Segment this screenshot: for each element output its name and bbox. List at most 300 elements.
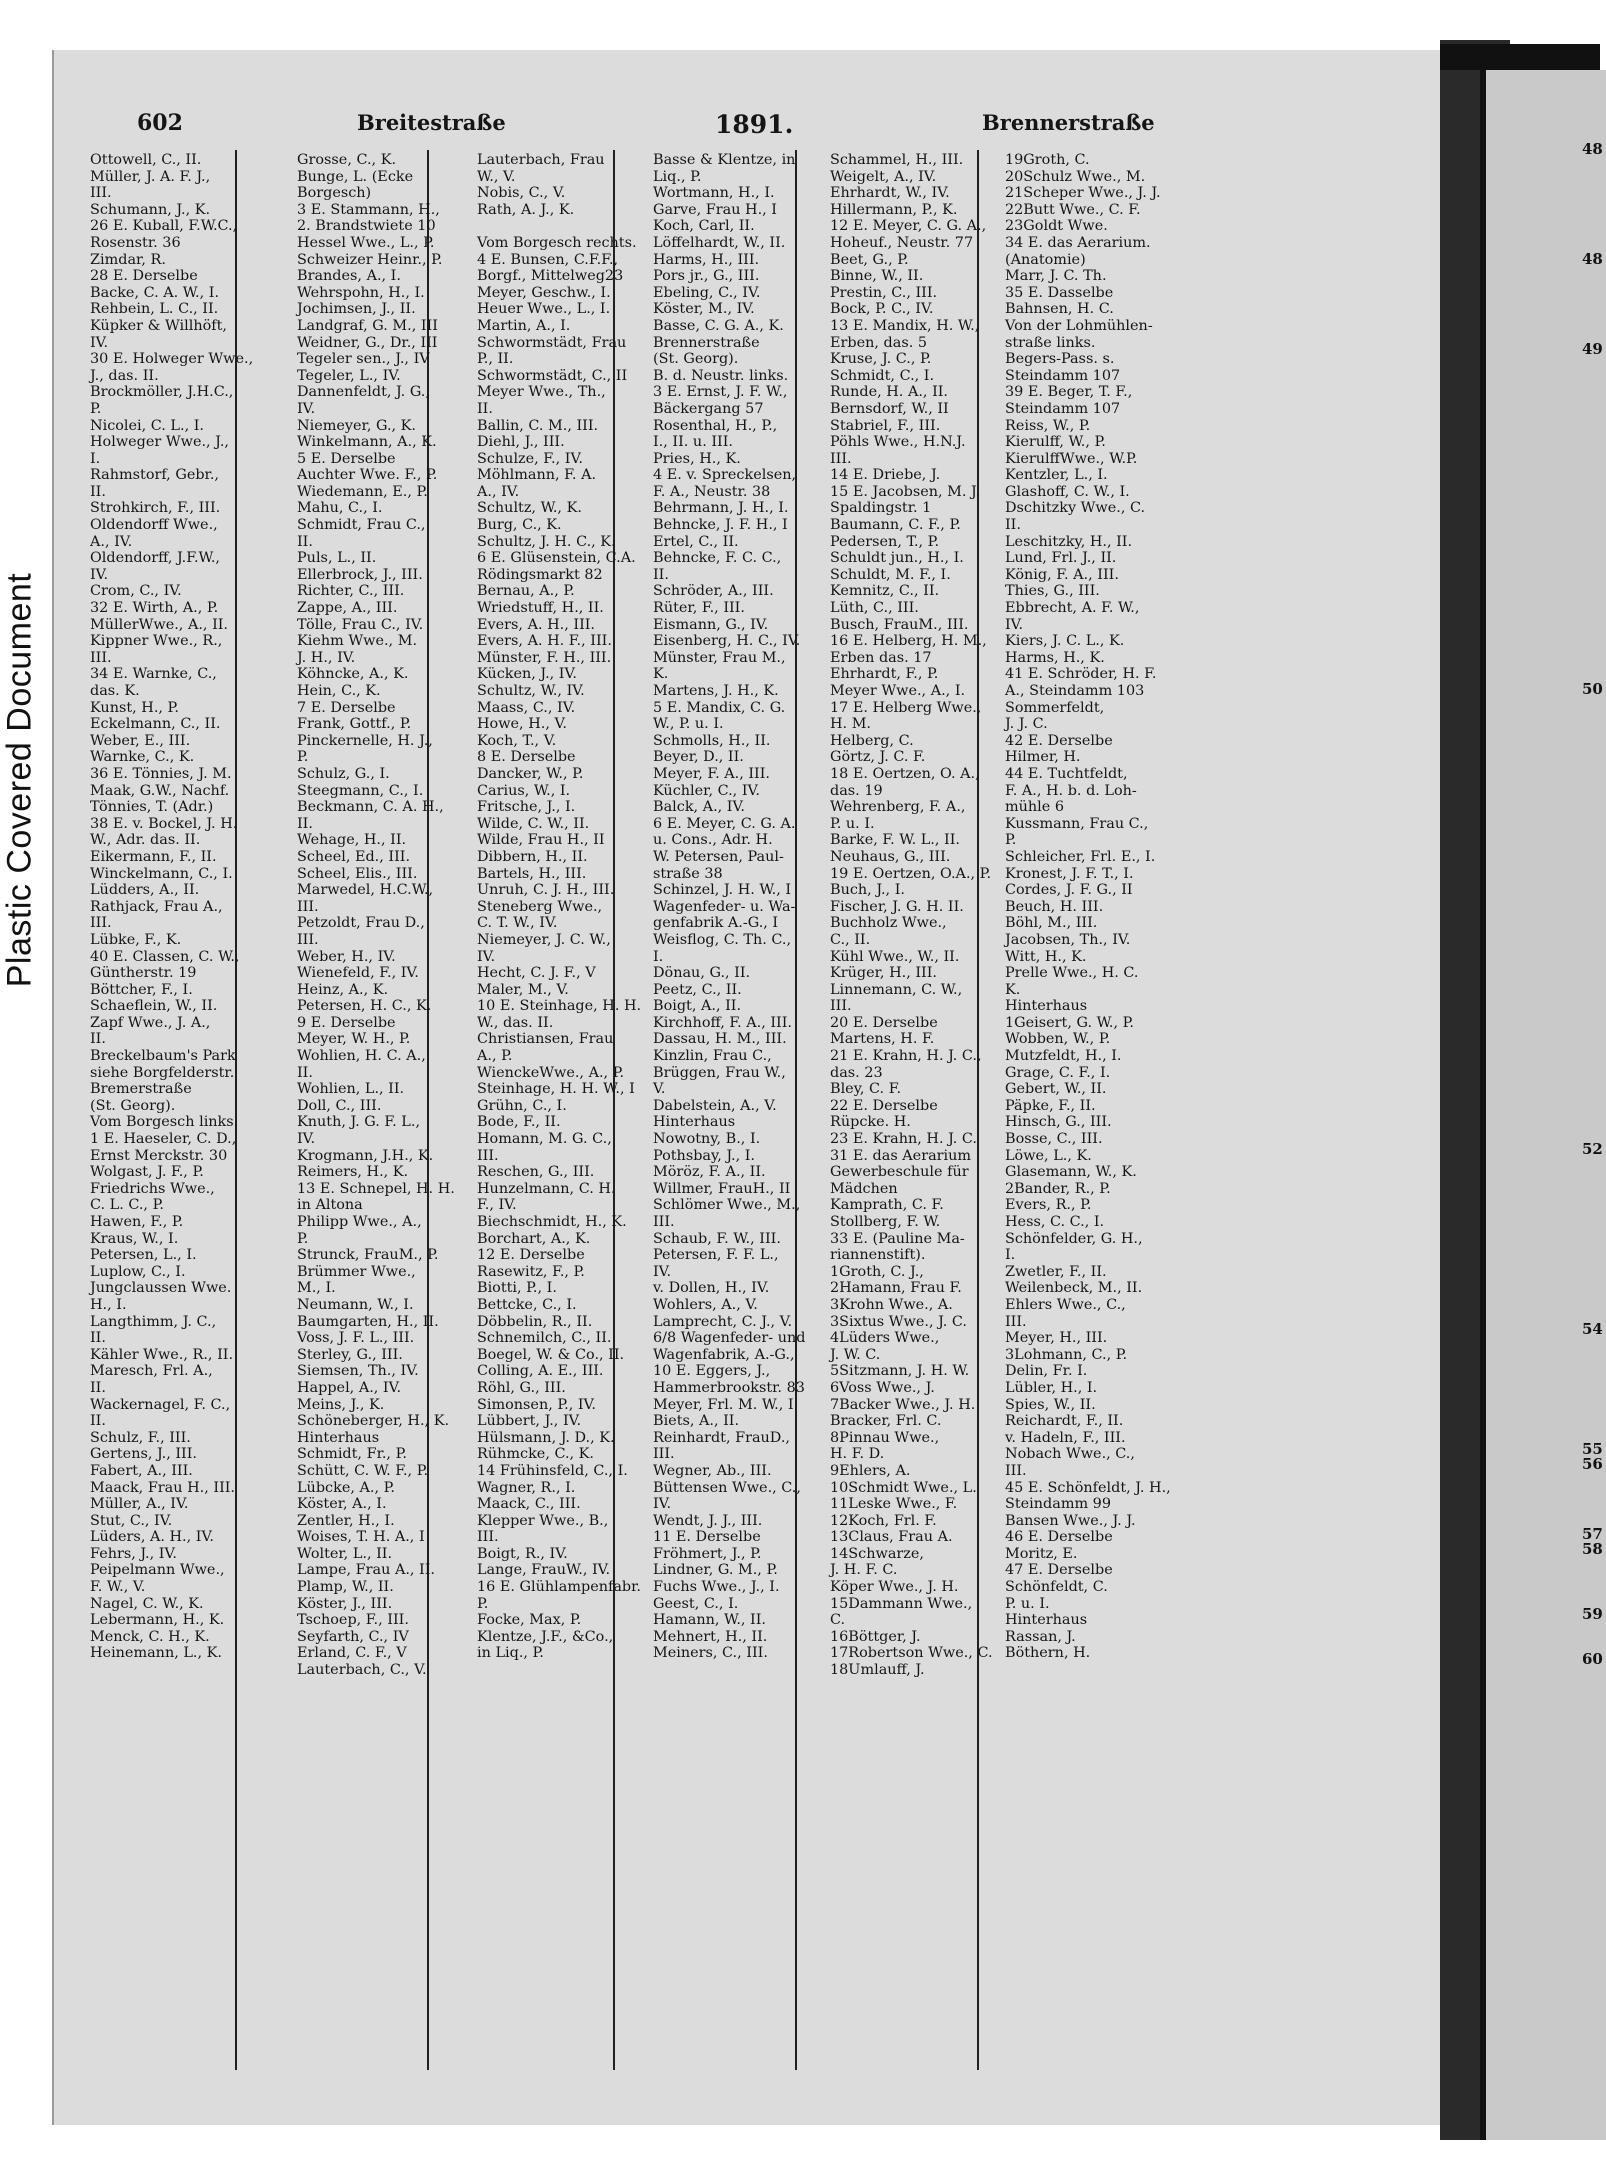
- directory-entry: Zapf Wwe., J. A.,: [90, 1014, 211, 1031]
- directory-entry: Köster, J., III.: [297, 1595, 393, 1612]
- directory-entry: Rahmstorf, Gebr.,: [90, 467, 220, 484]
- directory-entry: II.: [297, 815, 313, 832]
- directory-entry: Böthern, H.: [1005, 1645, 1091, 1662]
- directory-entry: III.: [653, 1214, 675, 1230]
- directory-entry: IV.: [297, 400, 316, 417]
- directory-entry: Biechschmidt, H., K.: [477, 1214, 627, 1230]
- directory-entry: Güntherstr. 19: [90, 965, 197, 982]
- directory-entry: Focke, Max, P.: [477, 1612, 582, 1629]
- directory-entry: 21Scheper Wwe., J. J.: [1005, 185, 1161, 202]
- directory-entry: III.: [297, 898, 319, 915]
- directory-entry: Kinzlin, Frau C.,: [653, 1048, 772, 1065]
- directory-entry: 12 E. Derselbe: [477, 1247, 585, 1264]
- directory-entry: Behncke, F. C. C.,: [653, 550, 782, 567]
- directory-entry: Küchler, C., IV.: [653, 782, 760, 799]
- directory-entry: IV.: [297, 1131, 316, 1148]
- scan-corner: [1440, 44, 1600, 70]
- directory-entry: Fröhmert, J., P.: [653, 1545, 762, 1562]
- directory-entry: Kiehm Wwe., M.: [297, 633, 418, 650]
- directory-entry: III.: [477, 1147, 499, 1164]
- directory-entry: Müller, A., IV.: [90, 1496, 189, 1513]
- directory-entry: Wagner, R., I.: [477, 1479, 576, 1496]
- directory-entry: Jacobsen, Th., IV.: [1005, 931, 1131, 948]
- directory-entry: Voss, J. F. L., III.: [297, 1330, 415, 1347]
- directory-entry: A., IV.: [477, 483, 520, 500]
- directory-entry: Carius, W., I.: [477, 782, 571, 799]
- directory-entry: Oldendorff, J.F.W.,: [90, 550, 220, 567]
- directory-entry: Nobach Wwe., C.,: [1005, 1446, 1135, 1463]
- directory-entry: Lübke, F., K.: [90, 931, 182, 948]
- directory-entry: Jochimsen, J., II.: [297, 301, 416, 318]
- directory-entry: III.: [90, 185, 112, 202]
- directory-entry: [477, 218, 641, 235]
- directory-entry: das. 23: [830, 1064, 883, 1081]
- directory-entry: F. A., H. b. d. Loh-: [1005, 782, 1137, 799]
- directory-entry: Marr, J. C. Th.: [1005, 268, 1107, 285]
- directory-entry: Köster, M., IV.: [653, 301, 755, 318]
- directory-entry: F., IV.: [477, 1197, 517, 1214]
- directory-entry: Pries, H., K.: [653, 450, 741, 467]
- directory-entry: Schröder, A., III.: [653, 583, 774, 600]
- directory-entry: Beet, G., P.: [830, 251, 909, 268]
- directory-entry: Fischer, J. G. H. II.: [830, 898, 964, 915]
- directory-entry: II.: [477, 400, 493, 417]
- directory-entry: Zentler, H., I.: [297, 1512, 395, 1529]
- directory-entry: Hinterhaus: [653, 1114, 736, 1131]
- directory-entry: 15Dammann Wwe.,: [830, 1595, 973, 1612]
- directory-entry: Landgraf, G. M., III: [297, 317, 438, 334]
- directory-entry: v. Hadeln, F., III.: [1005, 1429, 1126, 1446]
- directory-entry: Peipelmann Wwe.,: [90, 1562, 225, 1579]
- directory-entry: 23 E. Krahn, H. J. C.: [830, 1131, 978, 1148]
- directory-entry: 33 E. (Pauline Ma-: [830, 1230, 965, 1247]
- directory-entry: Krüger, H., III.: [830, 965, 937, 982]
- directory-entry: Dannenfeldt, J. G.,: [297, 384, 430, 401]
- directory-entry: Rosenstr. 36: [90, 234, 181, 251]
- directory-entry: Thies, G., III.: [1005, 583, 1100, 600]
- directory-entry: Wortmann, H., I.: [653, 185, 775, 202]
- directory-entry: Richter, C., III.: [297, 583, 405, 600]
- directory-entry: Langthimm, J. C.,: [90, 1313, 217, 1330]
- directory-entry: Brockmöller, J.H.C.,: [90, 384, 234, 401]
- directory-entry: Lange, FrauW., IV.: [477, 1562, 611, 1579]
- directory-entry: Pedersen, T., P.: [830, 533, 940, 550]
- directory-entry: Meins, J., K.: [297, 1396, 385, 1413]
- directory-entry: IV.: [90, 566, 109, 583]
- directory-entry: Howe, H., V.: [477, 716, 567, 733]
- directory-entry: Runde, H. A., II.: [830, 384, 949, 401]
- directory-entry: Prelle Wwe., H. C.: [1005, 965, 1139, 982]
- directory-entry: König, F. A., III.: [1005, 566, 1119, 583]
- directory-entry: J. H. F. C.: [830, 1562, 898, 1579]
- directory-entry: Hess, C. C., I.: [1005, 1214, 1105, 1230]
- directory-entry: Basse, C. G. A., K.: [653, 317, 784, 334]
- directory-entry: Pöhls Wwe., H.N.J.: [830, 434, 966, 451]
- directory-entry: 47 E. Derselbe: [1005, 1562, 1113, 1579]
- side-label-text: Plastic Covered Document: [0, 572, 39, 988]
- directory-entry: Unruh, C. J. H., III.: [477, 882, 615, 899]
- directory-entry: Meyer Wwe., A., I.: [830, 683, 966, 699]
- directory-entry: Kippner Wwe., R.,: [90, 633, 223, 650]
- directory-entry: Maass, C., IV.: [477, 699, 576, 716]
- directory-entry: Lampe, Frau A., II.: [297, 1562, 436, 1579]
- directory-entry: Schlömer Wwe., M.,: [653, 1197, 801, 1214]
- directory-entry: Martin, A., I.: [477, 317, 571, 334]
- directory-entry: Schmidt, Frau C.,: [297, 517, 426, 534]
- directory-entry: Fabert, A., III.: [90, 1462, 193, 1479]
- directory-entry: C.: [830, 1612, 846, 1629]
- directory-entry: MüllerWwe., A., II.: [90, 616, 229, 633]
- directory-entry: Bäckergang 57: [653, 400, 764, 417]
- directory-entry: Kierulff, W., P.: [1005, 434, 1106, 451]
- directory-entry: Wehrenberg, F. A.,: [830, 799, 966, 816]
- directory-entry: III.: [477, 1529, 499, 1546]
- directory-entry: Bremerstraße: [90, 1081, 192, 1098]
- directory-entry: Bansen Wwe., J. J.: [1005, 1512, 1136, 1529]
- directory-entry: Schulz, F., III.: [90, 1429, 191, 1446]
- directory-entry: 10 E. Eggers, J.,: [653, 1363, 771, 1380]
- directory-entry: Böhl, M., III.: [1005, 915, 1098, 932]
- directory-entry: Lübbert, J., IV.: [477, 1413, 582, 1430]
- directory-entry: Wagenfeder- u. Wa-: [653, 898, 796, 915]
- directory-entry: Bernau, A., P.: [477, 583, 575, 600]
- directory-entry: Fritsche, J., I.: [477, 799, 576, 816]
- directory-entry: Wegner, Ab., III.: [653, 1462, 772, 1479]
- directory-entry: J., das. II.: [90, 367, 159, 384]
- directory-entry: Oldendorff Wwe.,: [90, 517, 218, 534]
- directory-entry: M., I.: [297, 1280, 336, 1297]
- directory-entry: IV.: [90, 334, 109, 351]
- directory-entry: 6 E. Meyer, C. G. A.: [653, 815, 796, 832]
- directory-entry: Erben das. 17: [830, 649, 932, 666]
- directory-entry: Vom Borgesch rechts.: [477, 234, 637, 251]
- directory-entry: Hilmer, H.: [1005, 749, 1081, 766]
- directory-entry: 14Schwarze,: [830, 1545, 924, 1562]
- directory-entry: Leschitzky, H., II.: [1005, 533, 1133, 550]
- directory-entry: Niemeyer, J. C. W.,: [477, 931, 611, 948]
- directory-entry: Petersen, L., I.: [90, 1247, 197, 1264]
- directory-entry: Gertens, J., III.: [90, 1446, 197, 1463]
- directory-entry: 5Sitzmann, J. H. W.: [830, 1363, 970, 1380]
- directory-entry: Bode, F., II.: [477, 1114, 561, 1131]
- directory-entry: K.: [1005, 981, 1021, 998]
- directory-entry: Homann, M. G. C.,: [477, 1131, 612, 1148]
- directory-entry: riannenstift).: [830, 1247, 926, 1264]
- directory-entry: Rüpcke. H.: [830, 1114, 911, 1131]
- directory-entry: Scheel, Ed., III.: [297, 848, 411, 865]
- directory-entry: 7Backer Wwe., J. H.: [830, 1396, 976, 1413]
- directory-entry: IV.: [653, 1496, 672, 1513]
- directory-entry: 42 E. Derselbe: [1005, 732, 1113, 749]
- directory-entry: Niemeyer, G., K.: [297, 417, 416, 434]
- directory-entry: Grosse, C., K.: [297, 152, 397, 168]
- directory-entry: Schultz, J. H. C., K.: [477, 533, 616, 550]
- directory-entry: II.: [90, 483, 106, 500]
- directory-entry: Luplow, C., I.: [90, 1263, 186, 1280]
- directory-entry: 5 E. Derselbe: [297, 450, 396, 467]
- directory-entry: Küpker & Willhöft,: [90, 317, 227, 334]
- directory-entry: A., IV.: [90, 533, 133, 550]
- directory-entry: Wagenfabrik, A.-G.,: [653, 1346, 795, 1363]
- directory-entry: Wobben, W., P.: [1005, 1031, 1111, 1048]
- right-street-header: Brennerstraße: [982, 110, 1155, 135]
- directory-entry: Reimers, H., K.: [297, 1164, 409, 1181]
- directory-entry: 34 E. das Aerarium.: [1005, 234, 1151, 251]
- directory-entry: Kücken, J., IV.: [477, 666, 577, 683]
- directory-entry: Behncke, J. F. H., I: [653, 517, 788, 534]
- directory-entry: Dschitzky Wwe., C.: [1005, 500, 1146, 517]
- directory-entry: Reichardt, F., II.: [1005, 1413, 1124, 1430]
- directory-entry: Schuldt, M. F., I.: [830, 566, 951, 583]
- directory-entry: 19Groth, C.: [1005, 152, 1090, 168]
- directory-entry: mühle 6: [1005, 799, 1065, 816]
- directory-entry: Harms, H., III.: [653, 251, 760, 268]
- directory-entry: Reinhardt, FrauD.,: [653, 1429, 790, 1446]
- directory-entry: Beuch, H. III.: [1005, 898, 1104, 915]
- directory-entry: Köhncke, A., K.: [297, 666, 409, 683]
- directory-entry: 39 E. Beger, T. F.,: [1005, 384, 1133, 401]
- directory-entry: 1Groth, C. J.,: [830, 1263, 924, 1280]
- directory-entry: Petersen, H. C., K.: [297, 998, 432, 1015]
- directory-entry: Nicolei, C. L., I.: [90, 417, 204, 434]
- directory-entry: Döbbelin, R., II.: [477, 1313, 593, 1330]
- directory-entry: 3Krohn Wwe., A.: [830, 1296, 953, 1313]
- directory-entry: Koch, Carl, II.: [653, 218, 755, 235]
- directory-entry: Hinsch, G., III.: [1005, 1114, 1112, 1131]
- directory-column-6: [1005, 152, 1171, 1662]
- directory-entry: Simonsen, P., IV.: [477, 1396, 596, 1413]
- directory-entry: C. L. C., P.: [90, 1197, 164, 1214]
- directory-entry: 28 E. Derselbe: [90, 268, 198, 285]
- directory-entry: Kühl Wwe., W., II.: [830, 948, 960, 965]
- directory-entry: Schütt, C. W. F., P.: [297, 1462, 429, 1479]
- directory-entry: Grühn, C., I.: [477, 1097, 567, 1114]
- directory-entry: Ehlers Wwe., C.,: [1005, 1296, 1126, 1313]
- directory-entry: Köster, A., I.: [297, 1496, 387, 1513]
- directory-entry: II.: [297, 533, 313, 550]
- directory-entry: 17Robertson Wwe., C.: [830, 1645, 993, 1662]
- directory-entry: Kraus, W., I.: [90, 1230, 179, 1247]
- directory-entry: 13 E. Mandix, H. W.,: [830, 317, 980, 334]
- directory-entry: Weisflog, C. Th. C.,: [653, 931, 792, 948]
- directory-entry: Bernsdorf, W., II: [830, 400, 949, 417]
- directory-entry: Ballin, C. M., III.: [477, 417, 599, 434]
- directory-entry: A., Steindamm 103: [1005, 683, 1145, 699]
- directory-entry: Rathjack, Frau A.,: [90, 898, 223, 915]
- directory-entry: straße 38: [653, 865, 723, 882]
- directory-entry: Maak, G.W., Nachf.: [90, 782, 230, 799]
- directory-entry: Ernst Merckstr. 30: [90, 1147, 228, 1164]
- directory-entry: 3 E. Stammann, H.,: [297, 201, 440, 218]
- directory-entry: Puls, L., II.: [297, 550, 377, 567]
- directory-entry: Brennerstraße: [653, 334, 760, 351]
- directory-entry: Holweger Wwe., J.,: [90, 434, 229, 451]
- directory-entry: Wolgast, J. F., P.: [90, 1164, 204, 1181]
- directory-entry: J. J. C.: [1005, 716, 1048, 733]
- directory-entry: Neumann, W., I.: [297, 1296, 414, 1313]
- directory-entry: 5 E. Mandix, C. G.: [653, 699, 786, 716]
- directory-entry: Weidner, G., Dr., III: [297, 334, 438, 351]
- directory-entry: Lüth, C., III.: [830, 600, 919, 617]
- directory-entry: Fehrs, J., IV.: [90, 1545, 177, 1562]
- directory-entry: Beyer, D., II.: [653, 749, 744, 766]
- directory-entry: Wendt, J. J., III.: [653, 1512, 763, 1529]
- directory-entry: W., P. u. I.: [653, 716, 724, 733]
- directory-entry: Boigt, R., IV.: [477, 1545, 568, 1562]
- directory-entry: Happel, A., IV.: [297, 1379, 402, 1396]
- directory-entry: Schmidt, C., I.: [830, 367, 935, 384]
- directory-entry: Gebert, W., II.: [1005, 1081, 1107, 1098]
- directory-entry: Sommerfeldt,: [1005, 699, 1105, 716]
- directory-entry: H., I.: [90, 1296, 127, 1313]
- directory-entry: III.: [90, 915, 112, 932]
- margin-number: 49: [1582, 340, 1603, 358]
- directory-entry: Eikermann, F., II.: [90, 848, 217, 865]
- directory-entry: 7 E. Derselbe: [297, 699, 396, 716]
- directory-entry: 31 E. das Aerarium: [830, 1147, 972, 1164]
- directory-entry: Meyer, H., III.: [1005, 1330, 1108, 1347]
- directory-entry: Biets, A., II.: [653, 1413, 740, 1430]
- directory-entry: Dabelstein, A., V.: [653, 1097, 777, 1114]
- directory-entry: Mädchen: [830, 1180, 898, 1197]
- directory-entry: Eisenberg, H. C., IV.: [653, 633, 801, 650]
- directory-entry: I., II. u. III.: [653, 434, 733, 451]
- directory-entry: Helberg, C.: [830, 732, 914, 749]
- directory-entry: Schwormstädt, Frau: [477, 334, 627, 351]
- directory-entry: Evers, R., P.: [1005, 1197, 1092, 1214]
- directory-entry: Heinz, A., K.: [297, 981, 389, 998]
- directory-entry: 11 E. Derselbe: [653, 1529, 761, 1546]
- directory-entry: Wilde, Frau H., II: [477, 832, 605, 849]
- directory-entry: 1Geisert, G. W., P.: [1005, 1014, 1134, 1031]
- left-street-header: Breitestraße: [357, 110, 506, 135]
- directory-entry: (St. Georg).: [653, 351, 739, 368]
- directory-entry: Büttensen Wwe., C.,: [653, 1479, 801, 1496]
- directory-entry: Friedrichs Wwe.,: [90, 1180, 215, 1197]
- directory-entry: Rosenthal, H., P.,: [653, 417, 778, 434]
- directory-entry: (Anatomie): [1005, 251, 1086, 268]
- directory-entry: Rüter, F., III.: [653, 600, 745, 617]
- directory-entry: C. T. W., IV.: [477, 915, 558, 932]
- directory-entry: genfabrik A.-G., I: [653, 915, 779, 932]
- directory-entry: Jungclaussen Wwe.: [90, 1280, 232, 1297]
- directory-entry: Steindamm 99: [1005, 1496, 1111, 1513]
- year-header: 1891.: [715, 110, 794, 139]
- directory-entry: Kruse, J. C., P.: [830, 351, 932, 368]
- directory-entry: P.: [90, 400, 102, 417]
- directory-entry: J. H., IV.: [297, 649, 356, 666]
- directory-entry: 12 E. Meyer, C. G. A.,: [830, 218, 987, 235]
- directory-entry: 4 E. Bunsen, C.F.F.,: [477, 251, 619, 268]
- directory-entry: 34 E. Warnke, C.,: [90, 666, 217, 683]
- directory-entry: Hunzelmann, C. H.: [477, 1180, 616, 1197]
- directory-entry: Strohkirch, F., III.: [90, 500, 221, 517]
- directory-entry: Mutzfeldt, H., I.: [1005, 1048, 1122, 1065]
- directory-entry: Delin, Fr. I.: [1005, 1363, 1088, 1380]
- directory-entry: 3Sixtus Wwe., J. C.: [830, 1313, 967, 1330]
- next-page-edge: [1480, 70, 1606, 2140]
- directory-entry: Reiss, W., P.: [1005, 417, 1091, 434]
- directory-entry: Buch, J., I.: [830, 882, 905, 899]
- directory-entry: Begers-Pass. s.: [1005, 351, 1115, 368]
- directory-entry: Evers, A. H., III.: [477, 616, 596, 633]
- directory-entry: Marwedel, H.C.W.,: [297, 882, 434, 899]
- margin-number: 57: [1582, 1525, 1603, 1543]
- directory-entry: Maler, M., V.: [477, 981, 569, 998]
- directory-entry: Kamprath, C. F.: [830, 1197, 944, 1214]
- directory-entry: Maack, C., III.: [477, 1496, 581, 1513]
- directory-entry: Borgf., Mittelweg23: [477, 268, 624, 285]
- directory-entry: Heinemann, L., K.: [90, 1645, 222, 1662]
- directory-entry: 19 E. Oertzen, O.A., P.: [830, 865, 992, 882]
- directory-entry: 2. Brandstwiete 10: [297, 218, 436, 235]
- directory-entry: Schuldt jun., H., I.: [830, 550, 964, 567]
- directory-entry: Wohlers, A., V.: [653, 1296, 758, 1313]
- directory-entry: Busch, FrauM., III.: [830, 616, 969, 633]
- directory-entry: Rasewitz, F., P.: [477, 1263, 585, 1280]
- page-number: 602: [137, 110, 183, 136]
- directory-entry: 10Schmidt Wwe., L.: [830, 1479, 977, 1496]
- directory-entry: Seyfarth, C., IV: [297, 1628, 409, 1645]
- directory-entry: 9Ehlers, A.: [830, 1462, 911, 1479]
- margin-number: 59: [1582, 1605, 1603, 1623]
- directory-entry: Grage, C. F., I.: [1005, 1064, 1111, 1081]
- directory-entry: Wriedstuff, H., II.: [477, 600, 604, 617]
- directory-entry: Lauterbach, C., V.: [297, 1662, 427, 1679]
- directory-entry: Philipp Wwe., A.,: [297, 1214, 422, 1230]
- directory-entry: das. K.: [90, 683, 140, 699]
- directory-entry: II.: [90, 1413, 106, 1430]
- directory-entry: Wiedemann, E., P.: [297, 483, 428, 500]
- directory-entry: Rödingsmarkt 82: [477, 566, 603, 583]
- directory-entry: Müller, J. A. F. J.,: [90, 168, 211, 185]
- directory-entry: Wienefeld, F., IV.: [297, 965, 419, 982]
- directory-entry: 26 E. Kuball, F.W.C.,: [90, 218, 238, 235]
- directory-entry: W., Adr. das. II.: [90, 832, 201, 849]
- directory-entry: Eismann, G., IV.: [653, 616, 769, 633]
- directory-entry: Hülsmann, J. D., K.: [477, 1429, 615, 1446]
- directory-entry: Martens, J. H., K.: [653, 683, 779, 699]
- directory-entry: III.: [1005, 1462, 1027, 1479]
- directory-entry: Colling, A. E., III.: [477, 1363, 604, 1380]
- directory-entry: WienckeWwe., A., P.: [477, 1064, 625, 1081]
- directory-entry: Von der Lohmühlen-: [1005, 317, 1153, 334]
- directory-entry: Hawen, F., P.: [90, 1214, 184, 1230]
- directory-entry: P. u. I.: [1005, 1595, 1050, 1612]
- directory-entry: Basse & Klentze, in: [653, 152, 796, 168]
- directory-entry: 6Voss Wwe., J.: [830, 1379, 935, 1396]
- directory-entry: Löffelhardt, W., II.: [653, 234, 786, 251]
- directory-column-4: [653, 152, 806, 1662]
- directory-entry: P., II.: [477, 351, 514, 368]
- directory-entry: B. d. Neustr. links.: [653, 367, 789, 384]
- directory-entry: Nobis, C., V.: [477, 185, 566, 202]
- directory-entry: 46 E. Derselbe: [1005, 1529, 1113, 1546]
- directory-entry: 1 E. Haeseler, C. D.,: [90, 1131, 237, 1148]
- directory-entry: Ottowell, C., II.: [90, 152, 202, 168]
- directory-entry: P.: [297, 749, 309, 766]
- directory-entry: W. Petersen, Paul-: [653, 848, 784, 865]
- directory-entry: Tschoep, F., III.: [297, 1612, 409, 1629]
- directory-entry: Meyer, W. H., P.: [297, 1031, 411, 1048]
- directory-entry: Lauterbach, Frau: [477, 152, 605, 168]
- directory-entry: III.: [1005, 1313, 1027, 1330]
- directory-entry: Ehrhardt, W., IV.: [830, 185, 950, 202]
- directory-entry: 41 E. Schröder, H. F.: [1005, 666, 1157, 683]
- directory-entry: Binne, W., II.: [830, 268, 924, 285]
- directory-entry: Schultz, W., IV.: [477, 683, 585, 699]
- directory-entry: Görtz, J. C. F.: [830, 749, 926, 766]
